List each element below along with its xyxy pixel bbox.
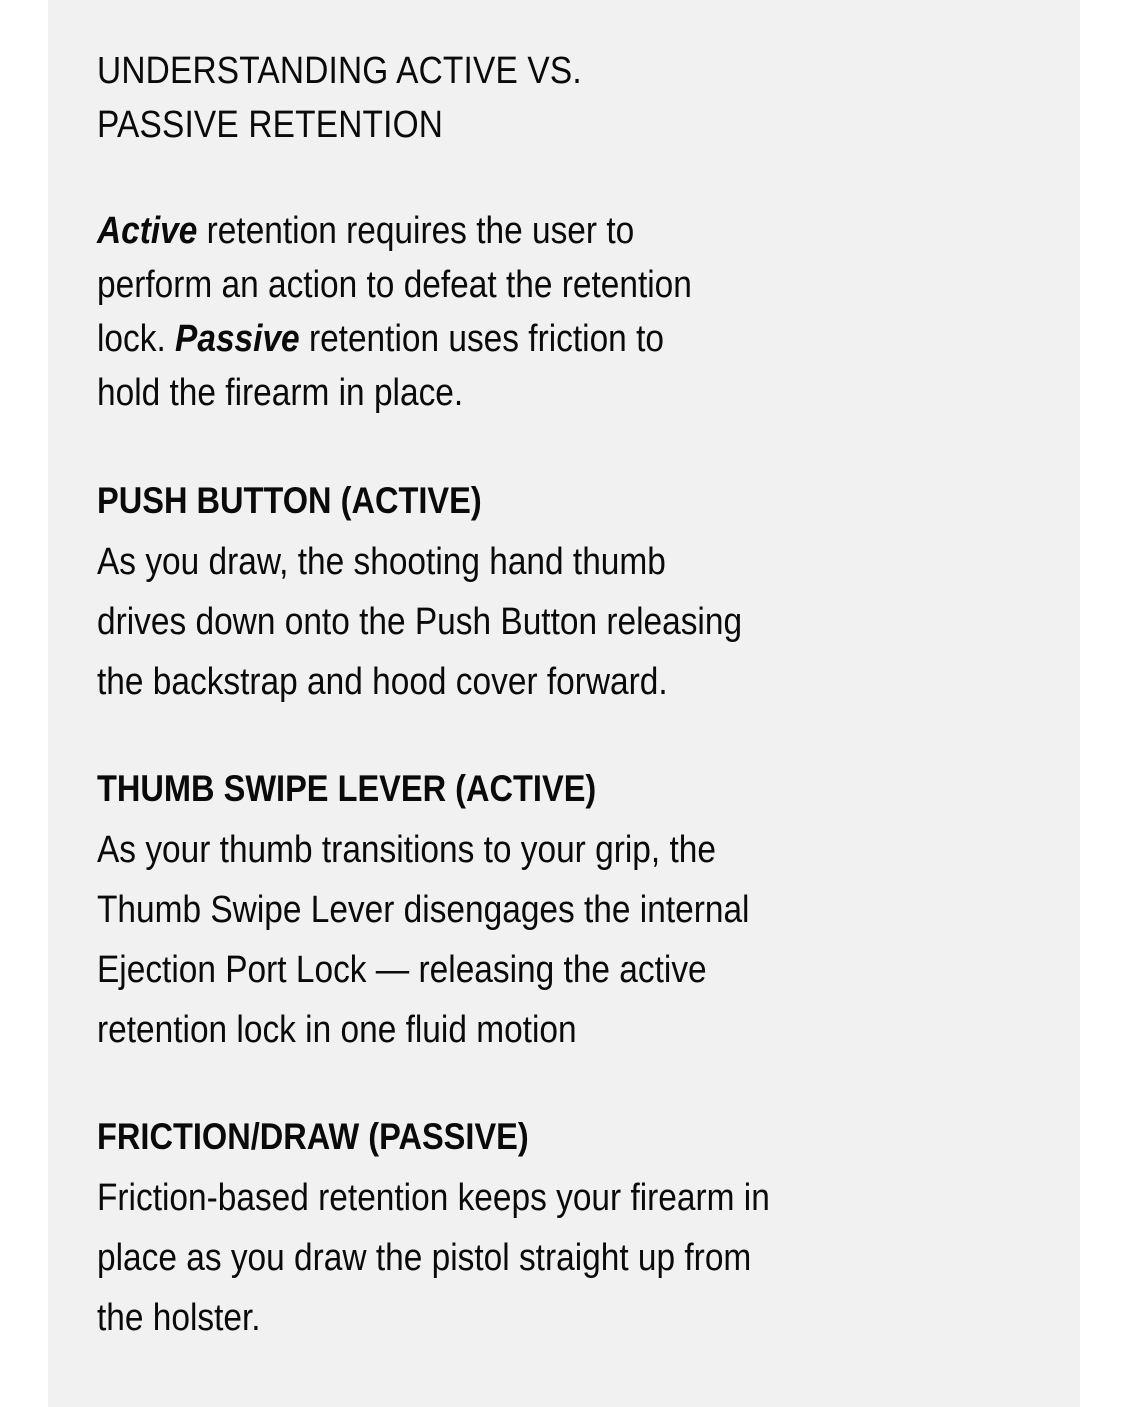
title-line-2: PASSIVE RETENTION — [97, 104, 444, 146]
intro-line-1 — [97, 204, 915, 258]
active-term: Active — [97, 210, 198, 252]
body-line: drives down onto the Push Button releasing — [97, 601, 743, 643]
body-line: Friction-based retention keeps your firearm in — [97, 1177, 770, 1219]
section-friction-draw — [97, 1112, 1012, 1348]
retention-info-panel — [48, 0, 1080, 1407]
section-body — [97, 532, 1012, 712]
intro-line-4: hold the firearm in place. — [97, 372, 464, 414]
body-line: Ejection Port Lock — releasing the active — [97, 949, 707, 991]
body-line: the holster. — [97, 1297, 261, 1339]
title-line-1: UNDERSTANDING ACTIVE VS. — [97, 50, 582, 92]
passive-term: Passive — [175, 318, 300, 360]
body-line: As your thumb transitions to your grip, the — [97, 829, 716, 871]
section-body — [97, 820, 1012, 1060]
body-line: place as you draw the pistol straight up from — [97, 1237, 752, 1279]
section-push-button — [97, 476, 1012, 712]
section-thumb-swipe-lever — [97, 764, 1012, 1060]
section-heading: THUMB SWIPE LEVER (ACTIVE) — [97, 768, 597, 809]
body-line: Thumb Swipe Lever disengages the internal — [97, 889, 750, 931]
intro-line-2: perform an action to defeat the retention — [97, 264, 692, 306]
body-line: the backstrap and hood cover forward. — [97, 661, 668, 703]
intro-line-3-text: retention uses friction to — [299, 318, 664, 360]
page-title — [97, 44, 660, 152]
panel-content — [97, 44, 1037, 1339]
intro-paragraph — [97, 204, 915, 420]
intro-line-3 — [97, 312, 915, 366]
intro-line-3-start: lock. — [97, 318, 176, 360]
section-heading: PUSH BUTTON (ACTIVE) — [97, 480, 482, 521]
intro-line-1-text: retention requires the user to — [197, 210, 635, 252]
body-line: retention lock in one fluid motion — [97, 1009, 577, 1051]
section-heading: FRICTION/DRAW (PASSIVE) — [97, 1116, 529, 1157]
section-body — [97, 1168, 1012, 1348]
body-line: As you draw, the shooting hand thumb — [97, 541, 666, 583]
